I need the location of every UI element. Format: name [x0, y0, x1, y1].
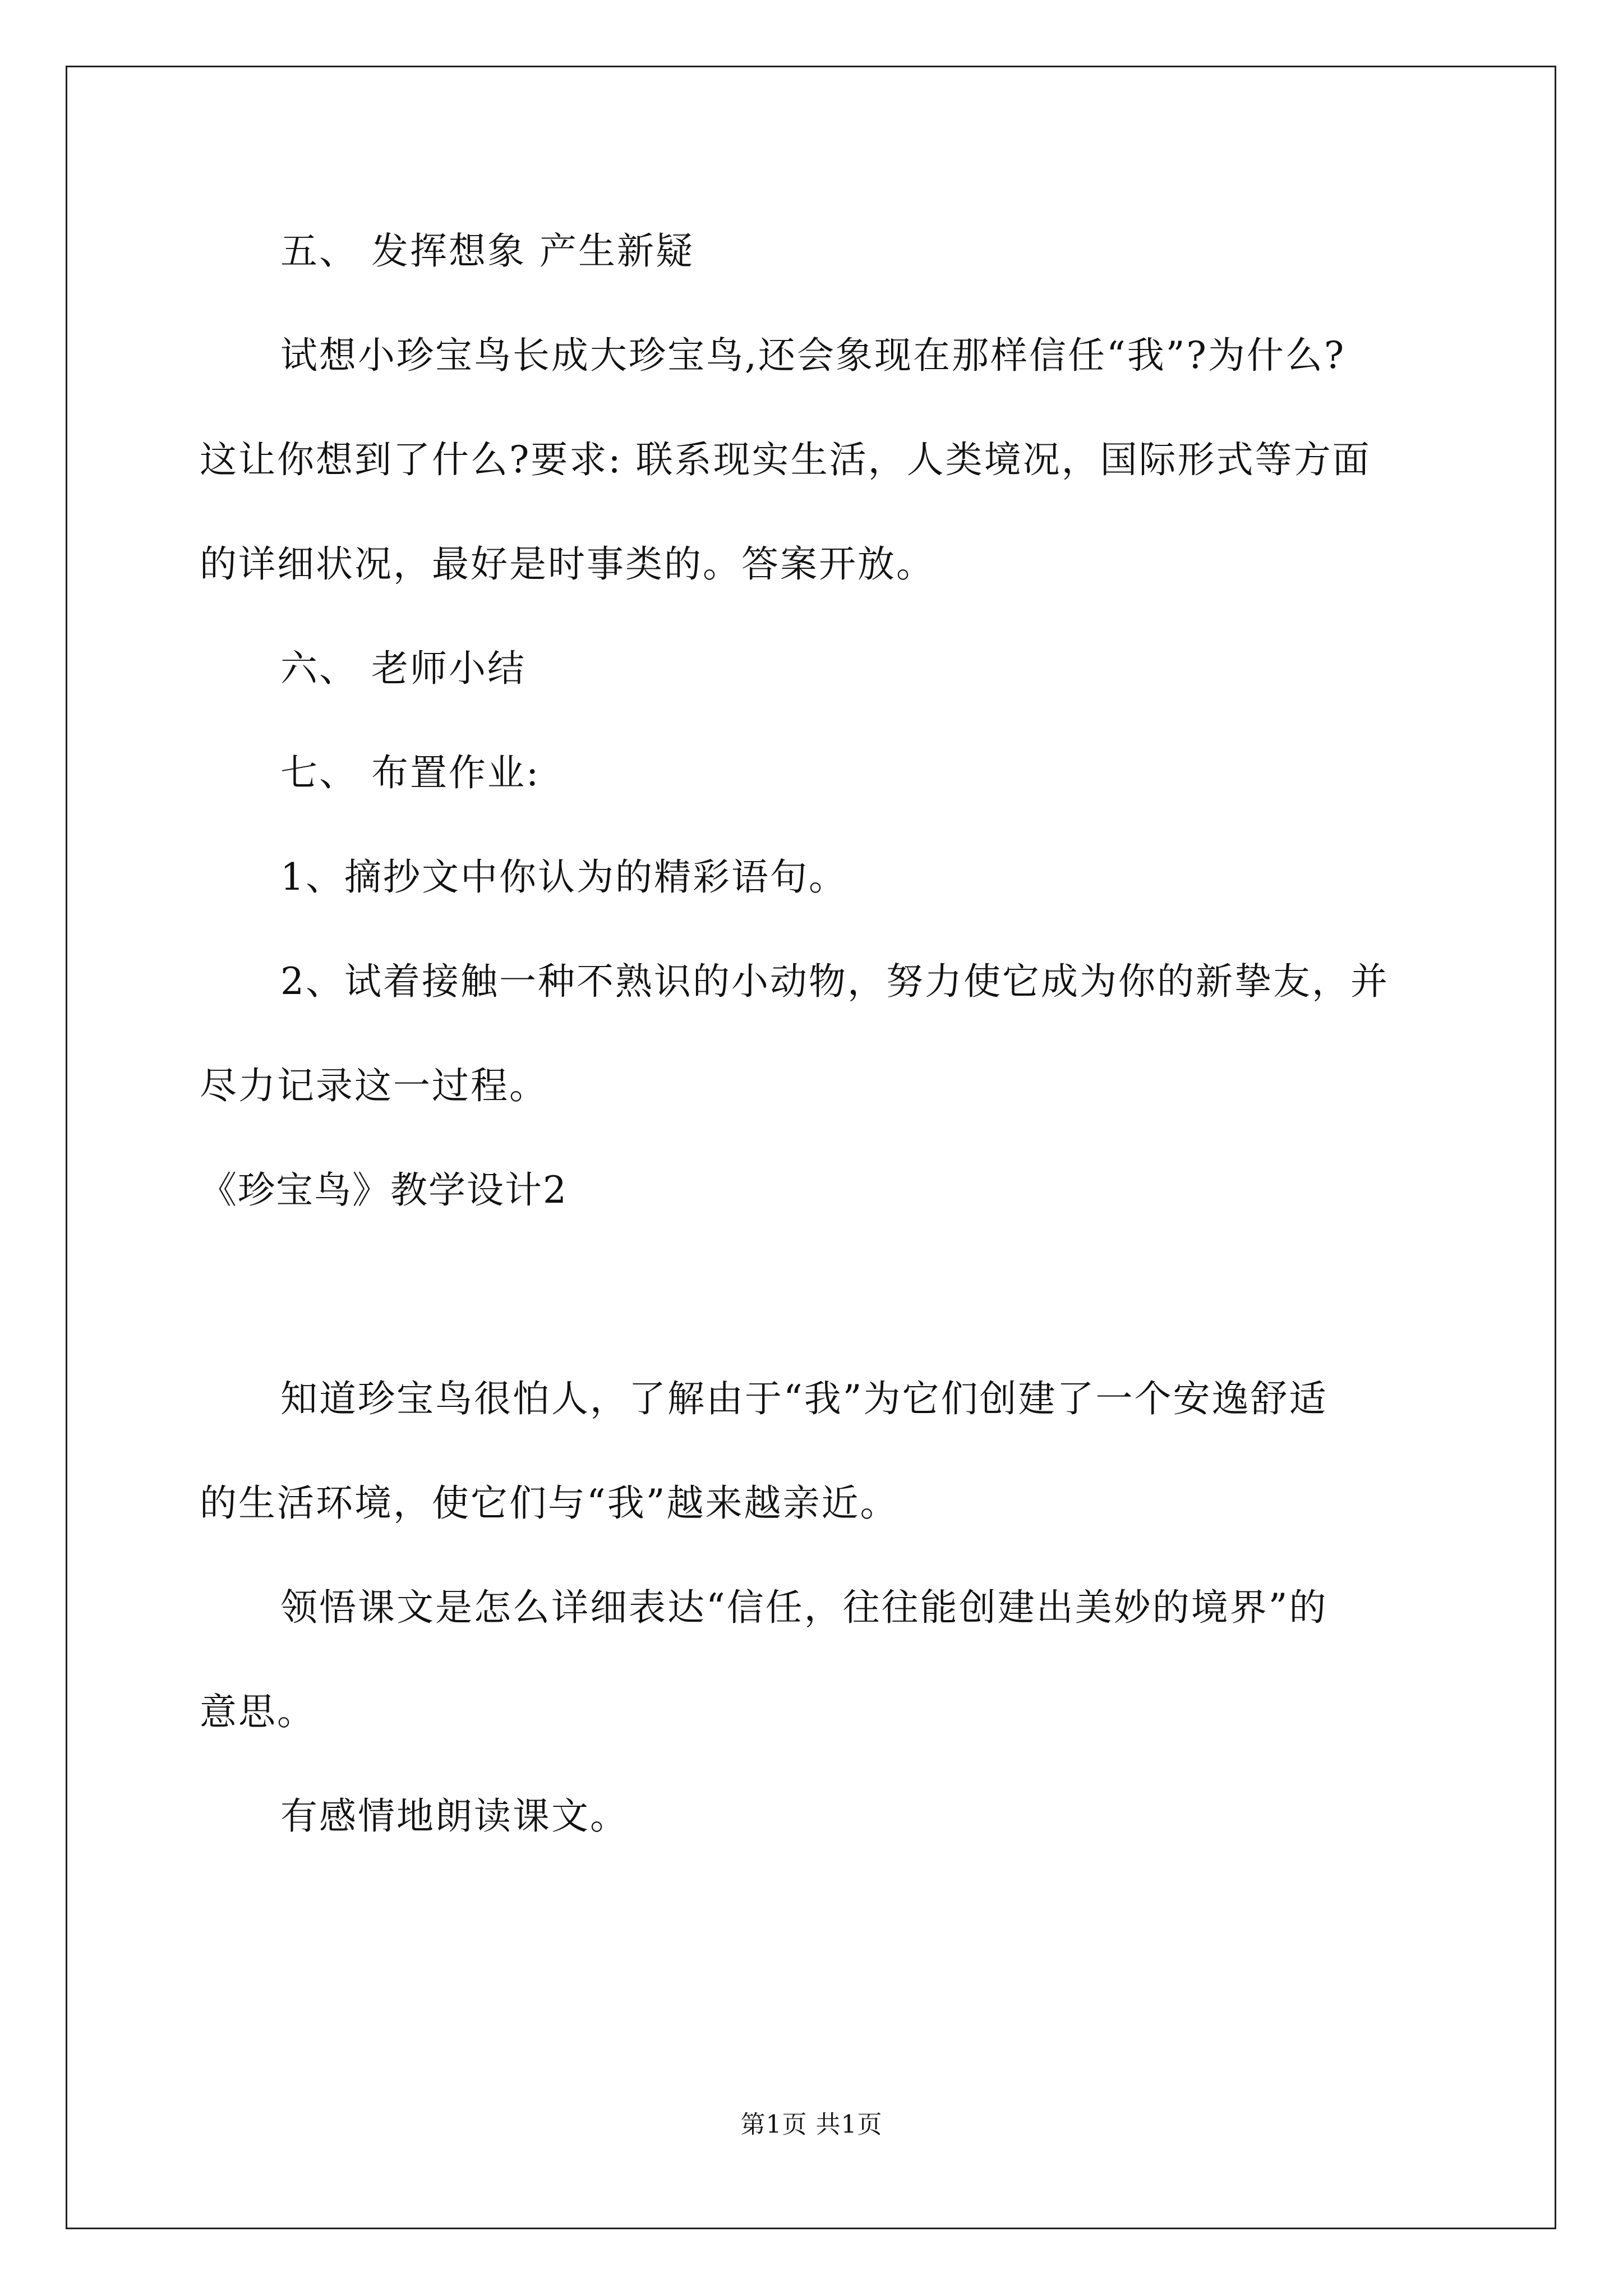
section-five-heading: 五、 发挥想象 产生新疑 — [280, 229, 694, 273]
lesson-design-2-title: 《珍宝鸟》教学设计2 — [200, 1168, 568, 1212]
section-five-paragraph-line-1: 试想小珍宝鸟长成大珍宝鸟,还会象现在那样信任“我”?为什么? — [280, 334, 1346, 377]
section-five-paragraph-line-2: 这让你想到了什么?要求: 联系现实生活，人类境况，国际形式等方面 — [200, 438, 1371, 481]
section-six-heading: 六、 老师小结 — [280, 647, 526, 690]
section-seven-heading: 七、 布置作业: — [280, 751, 541, 794]
objective-1-line-1: 知道珍宝鸟很怕人，了解由于“我”为它们创建了一个安逸舒适 — [280, 1377, 1328, 1420]
objective-1-line-2: 的生活环境，使它们与“我”越来越亲近。 — [200, 1481, 899, 1525]
page-number-footer: 第1页 共1页 — [740, 2110, 883, 2139]
section-five-paragraph-line-3: 的详细状况，最好是时事类的。答案开放。 — [200, 542, 935, 586]
objective-2-line-2: 意思。 — [200, 1690, 316, 1733]
objective-2-line-1: 领悟课文是怎么详细表达“信任，往往能创建出美妙的境界”的 — [280, 1586, 1328, 1629]
homework-item-1: 1、摘抄文中你认为的精彩语句。 — [280, 855, 847, 899]
homework-item-2-line-2: 尽力记录这一过程。 — [200, 1064, 548, 1107]
objective-3: 有感情地朗读课文。 — [280, 1795, 629, 1838]
page-border — [66, 66, 1556, 2229]
homework-item-2-line-1: 2、试着接触一种不熟识的小动物，努力使它成为你的新挚友，并 — [280, 960, 1389, 1003]
